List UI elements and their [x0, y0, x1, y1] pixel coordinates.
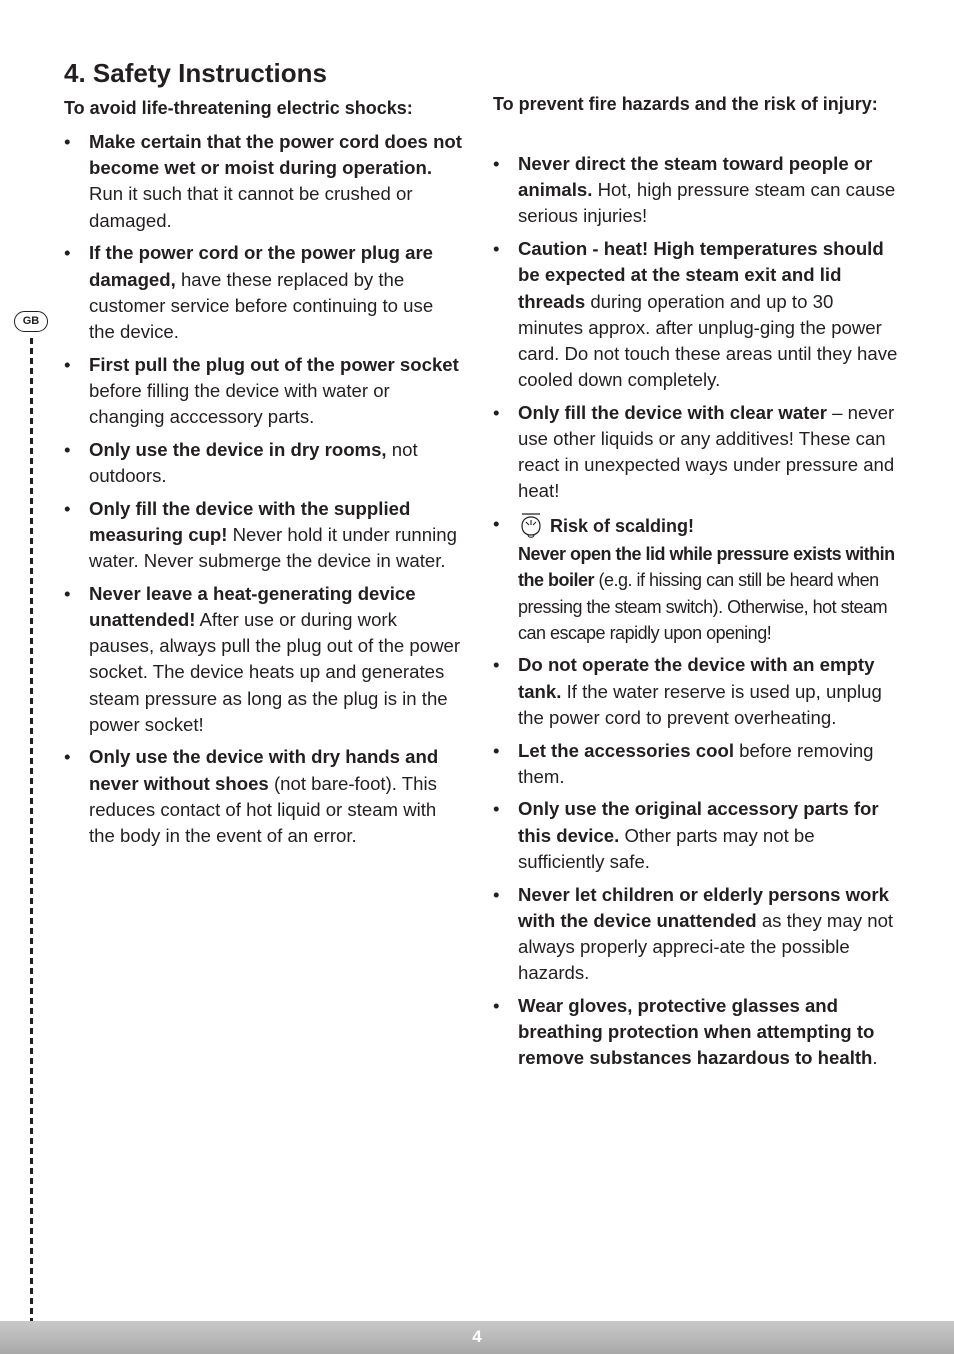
page-title: 4. Safety Instructions — [64, 58, 327, 88]
list-item: • Do not operate the device with an empty tank. If the water reserve is used up, unplug the power cord to prevent overheating. — [493, 654, 882, 728]
list-item: • Only fill the device with clear water – never use other liquids or any additives! These can react in unexpected ways under pressure and heat! — [493, 401, 895, 502]
fire-hazard-list — [493, 151, 898, 1078]
list-item: • Only use the device in dry rooms, not outdoors. — [64, 438, 418, 486]
margin-dashed-line — [30, 338, 33, 1322]
list-item: • Wear gloves, protective glasses and breathing protection when attempting to remove substances hazardous to health. — [493, 994, 878, 1069]
list-item: • Only fill the device with the supplied measuring cup! Never hold it under running water. Never submerge the device in water. — [64, 497, 457, 572]
list-item: • Only use the original accessory parts for this device. Other parts may not be sufficiently safe. — [493, 798, 879, 872]
fire-hazard-heading: To prevent fire hazards and the risk of injury: — [493, 94, 878, 114]
list-item: • If the power cord or the power plug are damaged, have these replaced by the customer service before continuing to use the device. — [64, 242, 434, 342]
language-badge: GB — [14, 311, 48, 332]
list-item: • Never let children or elderly persons work with the device unattended as they may not always properly appreci-ate the possible hazards. — [493, 883, 894, 984]
list-item: • Never direct the steam toward people or animals. Hot, high pressure steam can cause serious injuries! — [493, 153, 896, 227]
list-item: • Only use the device with dry hands and never without shoes (not bare-foot). This reduces contact of hot liquid or steam with the body in the event of an error. — [64, 746, 439, 847]
hot-steam-warning-icon — [518, 511, 544, 541]
electric-shock-list — [64, 129, 464, 856]
scalding-warning-title-row: Risk of scalding! — [518, 511, 898, 541]
electric-shock-heading: To avoid life-threatening electric shocks: — [64, 98, 413, 118]
list-item: • Let the accessories cool before removing them. — [493, 739, 874, 787]
list-item-scalding: • Risk of scalding! Never open the lid while pressure exists within the boiler (e.g. if hissing can still be heard when pressing the steam switch). Otherwise, hot steam can escape rapidly upon opening! — [493, 511, 898, 646]
list-item: • First pull the plug out of the power socket before filling the device with water or changing acccessory parts. — [64, 353, 459, 428]
list-item: • Caution - heat! High temperatures should be expected at the steam exit and lid threads during operation and up to 30 minutes approx. after unplug-ging the power card. Do not touch these areas until they have cooled down completely. — [493, 238, 898, 391]
scalding-warning-text: Never open the lid while pressure exists within the boiler (e.g. if hissing can still be heard when pressing the steam switch). Otherwise, hot steam can escape rapidly upon opening! — [518, 544, 895, 643]
list-item: • Make certain that the power cord does not become wet or moist during operation. Run it such that it cannot be crushed or damaged. — [64, 131, 462, 231]
page-number: 4 — [472, 1327, 482, 1346]
list-item: • Never leave a heat-generating device unattended! After use or during work pauses, always pull the plug out of the power socket. The device heats up and generates steam pressure as long as the plug is in the power socket! — [64, 582, 461, 735]
